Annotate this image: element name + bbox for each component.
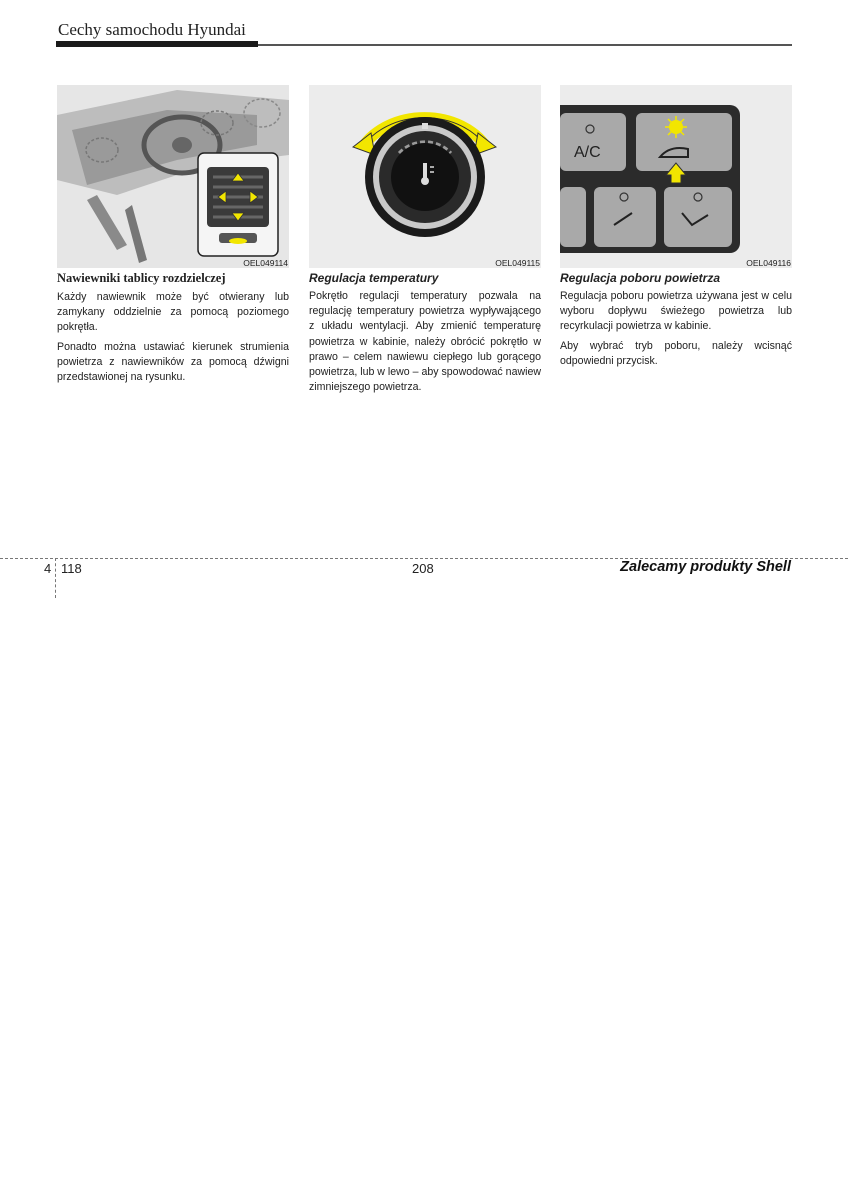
footer-brand-text: Zalecamy produkty Shell — [620, 559, 791, 575]
dashboard-vents-figure — [57, 85, 289, 268]
body-paragraph: Ponadto można ustawiać kierunek strumienia powietrza z nawiewników za pomocą dźwigni przedstawionej na rysunku. — [57, 340, 289, 384]
chapter-number: 4 — [44, 561, 52, 576]
header-tab-bar — [56, 41, 258, 47]
dashboard-illustration — [57, 85, 289, 268]
ac-button-label: A/C — [574, 144, 601, 161]
figure-code: OEL049114 — [243, 258, 288, 268]
body-paragraph: Regulacja poboru powietrza używana jest w celu wyboru dopływu świeżego powietrza lub recyrkulacji powietrza w kabinie. — [560, 290, 792, 333]
section-title: Regulacja temperatury — [309, 271, 439, 285]
section-title: Regulacja poboru powietrza — [560, 271, 721, 285]
body-paragraph: Aby wybrać tryb poboru, należy wcisnąć odpowiedni przycisk. — [560, 339, 792, 367]
footer-vertical-divider — [55, 558, 56, 598]
body-paragraph: Każdy nawiewnik może być otwierany lub zamykany oddzielnie za pomocą poziomego pokrętła. — [57, 291, 289, 334]
body-paragraph: Pokrętło regulacji temperatury pozwala na regulację temperatury powietrza wypływającego z układu wentylacji. Aby zmienić temperaturę powietrza w kabinie, należy obrócić pokrętło w prawo – celem nawiewu ciepłego lub gorącego powietrza, lub w lewo – aby spowodować nawiew zimniejszego powietrza. — [309, 290, 542, 394]
figure-code: OEL049115 — [495, 258, 540, 268]
section-temperature-control — [309, 85, 541, 395]
air-intake-panel-illustration — [560, 85, 792, 268]
temperature-knob-figure — [309, 85, 541, 268]
section-title: Nawiewniki tablicy rozdzielczej — [57, 271, 226, 285]
page-number: 118 — [61, 561, 82, 576]
page-header-title: Cechy samochodu Hyundai — [58, 20, 246, 39]
section-dashboard-vents — [57, 85, 289, 385]
temperature-knob-illustration — [309, 85, 541, 268]
section-air-intake-control — [560, 85, 792, 369]
center-page-number: 208 — [412, 561, 434, 576]
air-intake-figure — [560, 85, 792, 268]
figure-code: OEL049116 — [746, 258, 791, 268]
